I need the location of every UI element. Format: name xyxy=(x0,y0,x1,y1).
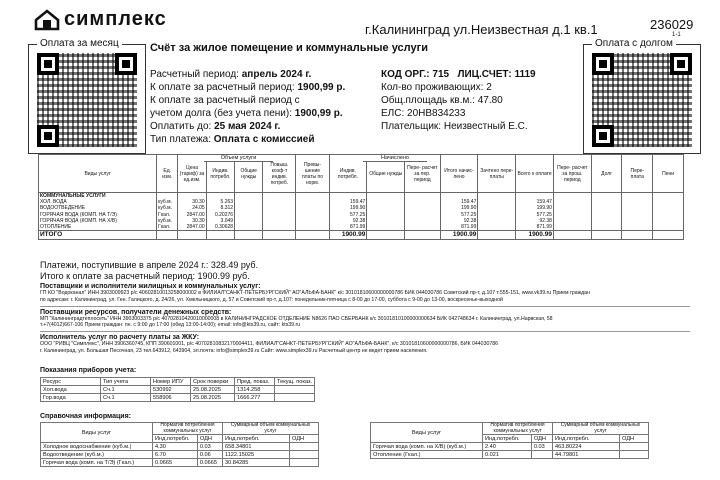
meters-table xyxy=(40,377,315,402)
payment-type: Оплата с комиссией xyxy=(213,134,315,145)
brand-logo xyxy=(34,8,167,31)
services-table xyxy=(38,154,684,240)
meters-header-row: Ресурс Тип учета Номер ИПУ Срок поверки Пред. показ. Текущ. показ. xyxy=(41,378,315,386)
els-number: ЕЛС: 20НВ834233 xyxy=(381,108,466,119)
payer-name: Плательщик: Неизвестный Е.С. xyxy=(381,121,528,132)
table-row: ГОРЯЧАЯ ВОДА (КОМП. НА Х/В) куб.м. 30.30 3.049 92.38 92.38 92.38 xyxy=(39,218,684,224)
table-row: ГОРЯЧАЯ ВОДА (КОМП. НА Т/Э) Гкал. 2847.00 0.20276 577.25 577.25 577.25 xyxy=(39,212,684,218)
table-total-row: ИТОГО 1900.99 1900.99 1900.99 xyxy=(39,231,684,240)
reference-title: Справочная информация: xyxy=(40,413,132,420)
bill-title: Счёт за жилое помещение и коммунальные услуги xyxy=(150,42,428,54)
house-logo-icon xyxy=(34,9,60,31)
billing-period: апрель 2024 г. xyxy=(241,69,312,80)
amount-due: 1900,99 р. xyxy=(297,82,346,93)
meters-title: Показания приборов учета: xyxy=(40,367,137,374)
table-row: Хол.вода Сч.1 530992 25.08.2025 1314.258 xyxy=(41,386,315,394)
total-due-line: Итого к оплате за расчетный период: 1900.99 руб. xyxy=(40,271,250,281)
resource-providers-heading: Поставщики ресурсов, получатели денежных средств: xyxy=(40,308,232,316)
table-row: Гор.вода Сч.1 558906 25.08.2025 1666.277 xyxy=(41,394,315,402)
table-row: ОТОПЛЕНИЕ Гкал. 2847.00 0.30628 871.99 871.99 871.99 xyxy=(39,224,684,231)
org-code: КОД ОРГ.: 715 xyxy=(381,69,450,80)
table-row: ВОДООТВЕДЕНИЕ куб.м. 24.05 8.312 199.90 199.90 199.90 xyxy=(39,205,684,211)
payments-received: Платежи, поступившие в апреле 2024 г.: 328.49 руб. xyxy=(40,260,259,270)
qr-label-monthly: Оплата за месяц xyxy=(37,38,122,49)
qr-code-icon xyxy=(37,53,137,147)
table-row: Холодное водоснабжение (куб.м.) 4.30 0.03 658.34801 xyxy=(41,443,319,451)
table-row: Горячая вода (комп. на Х/В) (куб.м.) 2.40 0.03 463.80224 xyxy=(371,443,649,451)
reference-table-right: Виды услуг Норматив потребления коммунальных услуг Суммарный объем коммунальных услуг Инд.потребл. ОДН Инд.потребл. ОДН Горячая вода (комп. на Х/В) (куб.м.) 2.40 0.03 463.80224 Отопление (Гкал.) 0.021 44.79801 xyxy=(370,422,649,459)
calc-executor-heading: Исполнитель услуг по расчету платы за ЖКУ: xyxy=(40,334,200,342)
table-row: Отопление (Гкал.) 0.021 44.79801 xyxy=(371,451,649,459)
document-number: 236029 xyxy=(650,17,694,32)
table-header-row: Виды услуг Ед. изм. Цена (тариф) за ед.изм. Индив. потребл. Общие нужды Повыш. коэф-т индив. потреб. Превы- шение платы по норм. Индив. потребл. Общие нужды Пере- расчет за пер. период Итого начис- лено Зачтено пере- платы Всего к оплате Пере- расчет за прош. период Долг Пере- плата Пени xyxy=(39,155,684,193)
table-row: Водоотведение (куб.м.) 6.70 0.06 1122.15025 xyxy=(41,451,319,459)
bill-info-left: Расчетный период: апрель 2024 г. К оплате за расчетный период: 1900,99 р. К оплате за расчетный период с учетом долга (без учета пени): 1900,99 р. Оплатить до: 25 мая 2024 г. Тип платежа: Оплата с комиссией xyxy=(150,69,346,145)
document-sub-number: 1-1 xyxy=(672,32,681,38)
brand-name: симплекс xyxy=(64,8,167,30)
total-area: Общ.площадь кв.м.: 47.80 xyxy=(381,95,503,106)
amount-due-with-debt: 1900,99 р. xyxy=(294,108,343,119)
qr-block-debt xyxy=(583,38,701,154)
residents: Кол-во проживающих: 2 xyxy=(381,82,492,93)
table-row: Горячая вода (комп. на Т/Э) (Гкал.) 0.0665 0.0665 30.84285 xyxy=(41,459,319,467)
charged-group-header: Начислено xyxy=(363,155,427,162)
table-row: ХОЛ. ВОДА куб.м. 30.30 5.263 159.47 159.47 159.47 xyxy=(39,199,684,205)
table-section-row: КОММУНАЛЬНЫЕ УСЛУГИ xyxy=(39,193,684,200)
qr-block-monthly xyxy=(28,38,146,154)
qr-code-icon xyxy=(592,53,692,147)
providers-heading: Поставщики и исполнители жилищных и коммунальных услуг: xyxy=(40,283,261,290)
providers-section: Поставщики и исполнители жилищных и коммунальных услуг: ГП КО "Водоканал" ИНН 3903009923 р/с 40602810013258000002 в ФИЛИАЛ"САНКТ-ПЕТЕРБУРГСКИЙ" АО"АЛЬФА-БАНК" к/с 30101810600000000786 БИК 044030786 Советский пр-т, д.107 т.555-151, www.vk39.ru Прием граждан по адресам: г. Калининград, ул. Ген. Галицкого, д. 24/26, ул. Хмельницкого, д. 57 и Советский пр-т, д.107: понедельник-пятница с 8-00 до 17-00, суббота с 9-00 до 13-00, воскресенье-выходной Поставщики ресурсов, получатели денежных средств: МП "Калининградтеплосеть" ИНН 3903003375 р/с 40702810420010000008 в КАЛИНИНГРАДСКОЕ ОТДЕЛЕНИЕ N8626 ПАО СБЕРБАНК к/с 30101810100000000634 БИК 042748634 г. Калининград, ул.Нарвская, 58 т.+7(4012)667-106 Прием граждан: пн. с 9:00 до 17:00 (обед 13:00-14:00); email: info@kts39.ru, сайт: kts39.ru Исполнитель услуг по расчету платы за ЖКУ: ООО "РИВЦ "Симплекс", ИНН 3906360745, КПП 390601001, р/с 40702810832170004411, ФИЛИАЛ"САНКТ-ПЕТЕРБУРГСКИЙ" АО"АЛЬФА-БАНК", к/с 30101810600000000786, БИК 044030786 г. Калининград, ул. Большая Песочная, 23 тел.643912, 643904, эл.почта: info@simplex39.ru Сайт: www.simplex39.ru Расчетный центр не ведет прием населения. xyxy=(40,283,690,355)
volume-group-header: Объем услуги xyxy=(204,155,273,162)
account-number: ЛИЦ.СЧЕТ: 1119 xyxy=(457,69,536,80)
qr-label-debt: Оплата с долгом xyxy=(592,38,676,49)
reference-table-left: Виды услуг Норматив потребления коммунальных услуг Суммарный объем коммунальных услуг Инд.потребл. ОДН Инд.потребл. ОДН Холодное водоснабжение (куб.м.) 4.30 0.03 658.34801 Водоотведение (куб.м.) 6.70 0.06 1122.15025 Горячая вода (комп. на Т/Э) (Гкал.) 0.0665 0.0665 30.84285 xyxy=(40,422,319,467)
due-date: 25 мая 2024 г. xyxy=(214,121,281,132)
address: г.Калининград ул.Неизвестная д.1 кв.1 xyxy=(365,22,598,37)
bill-info-right xyxy=(381,68,581,133)
